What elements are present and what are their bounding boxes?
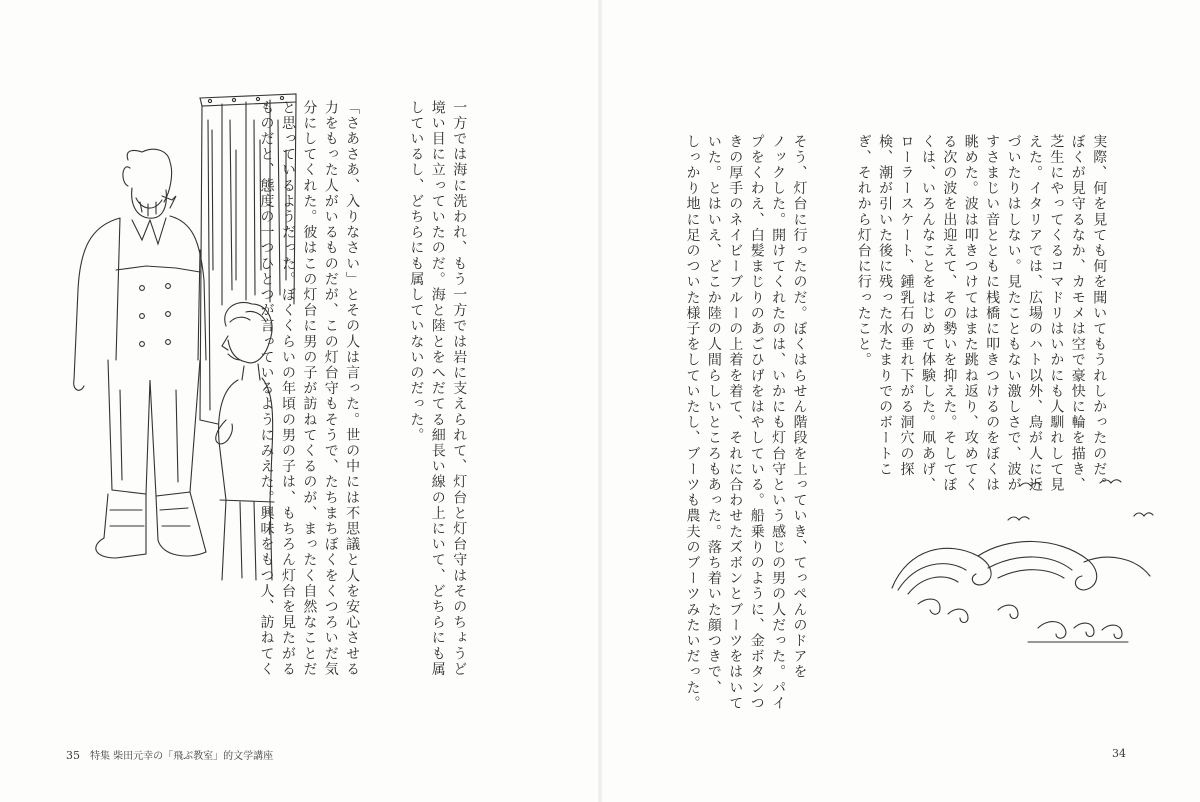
waves-drawing [892,541,1150,642]
paragraph: そう、灯台に行ったのだ。ぼくはらせん階段を上っていき、てっぺんのドアを ノックした。開けてくれたのは、いかにも灯台守という感じの男の人だった。パイ プをくわえ、白髪まじりのあごひげをはやしている。船乗りのように、金ボタンつ きの厚手のネイビーブルーの上着を着て、それに合わせたズボンとブーツをはいて いた。とはいえ、どこか陸の人間らしいところもあった。落ち着いた顔つきで、 しっかり地に足のついた様子をしていたし、ブーツも農夫のブーツみたいだった。 [684,134,808,712]
boy-figure-drawing [216,302,274,580]
waves-and-gulls-illustration [888,478,1158,648]
wooden-post-drawing [200,94,296,424]
left-page-text [258,100,512,678]
page-number: 35 [66,749,80,762]
paragraph: 実際、何を見ても何を聞いてもうれしかったのだ。 ぼくが見守るなか、カモメは空で豪快に輪を描き、 芝生にやってくるコマドリはいかにも人馴れして見 えた。イタリアでは、広場のハト以外、鳥が人に近 づいたりはしない。見たこともない激しさで、波が すさまじい音とともに桟橋に叩きつけるのをぼくは 眺めた。波は叩きつけてはまた跳ね返り、攻めてく る次の波を出迎えて、その勢いを抑えた。そしてぼ くは、いろんなことをはじめて体験した。凧あげ、 ローラースケート、鍾乳石の垂れ下がる洞穴の探 検、潮が引いた後に残った水たまりでのボートこ ぎ、それから灯台に行ったこと。 [855,134,1108,493]
paragraph: 一方では海に洗われ、もう一方では岩に支えられて、灯台と灯台守はそのちょうど 境い目に立っていたのだ。海と陸とをへだてる細長い線の上にいて、どちらにも属 しているし、どちらにも属していないのだった。 [408,100,468,678]
seagulls-drawing [1008,480,1153,520]
lighthouse-keeper-illustration [50,90,310,590]
paragraph: 「さあさあ、入りなさい」とその人は言った。世の中には不思議と人を安心させる 力をもった人がいるものだが、この灯台守もそうで、たちまちぼくをくつろいだ気 分にしてくれた。彼はこの灯台に男の子が訪ねてくるのが、まったく自然なことだ と思っているようだった。ぼくくらいの年頃の男の子は、もちろん灯台を見たがる ものだと、態度の一つひとつが言っているようにみえた。興味をもつ人、訪ねてく [258,100,361,678]
keeper-figure-drawing [74,149,206,558]
page-footer-left [66,747,273,762]
page-gutter [598,0,602,802]
running-footer: 特集 柴田元幸の「飛ぶ教室」的文学講座 [90,751,274,762]
page-number-right: 34 [1112,747,1126,760]
